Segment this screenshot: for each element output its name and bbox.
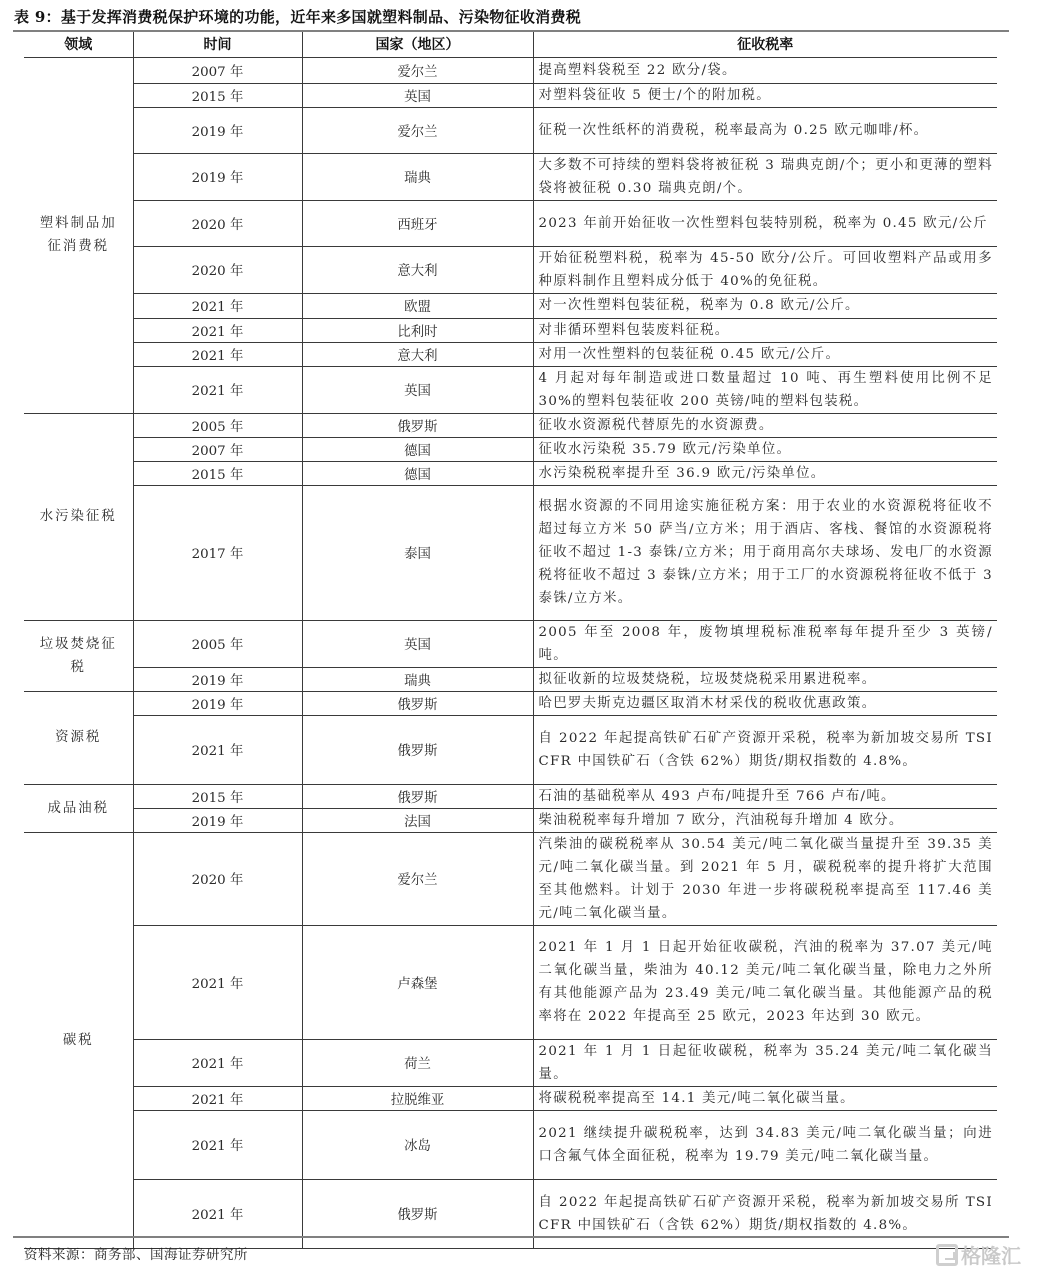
year-cell: 2020 年 bbox=[133, 246, 302, 293]
rate-cell: 大多数不可持续的塑料袋将被征税 3 瑞典克朗/个；更小和更薄的塑料袋将被征税 0.30 瑞典克朗/个。 bbox=[533, 153, 997, 200]
category-cell: 塑料制品加征消费税 bbox=[24, 57, 133, 413]
category-cell: 成品油税 bbox=[24, 784, 133, 832]
rate-cell: 开始征税塑料税，税率为 45-50 欧分/公斤。可回收塑料产品或用多种原料制作且塑料成分低于 40%的免征税。 bbox=[533, 246, 997, 293]
table-row bbox=[24, 808, 997, 832]
rate-cell: 提高塑料袋税至 22 欧分/袋。 bbox=[533, 57, 997, 83]
rate-cell: 对用一次性塑料的包装征税 0.45 欧元/公斤。 bbox=[533, 342, 997, 366]
country-cell: 英国 bbox=[302, 620, 533, 667]
year-cell: 2017 年 bbox=[133, 485, 302, 620]
year-cell: 2021 年 bbox=[133, 318, 302, 342]
country-cell: 法国 bbox=[302, 808, 533, 832]
year-cell: 2021 年 bbox=[133, 293, 302, 318]
header-time: 时间 bbox=[133, 32, 302, 57]
country-cell: 俄罗斯 bbox=[302, 1179, 533, 1248]
country-cell: 德国 bbox=[302, 437, 533, 461]
year-cell: 2021 年 bbox=[133, 1039, 302, 1086]
rate-cell: 柴油税税率每升增加 7 欧分，汽油税每升增加 4 欧分。 bbox=[533, 808, 997, 832]
year-cell: 2021 年 bbox=[133, 342, 302, 366]
rate-cell: 征收水资源税代替原先的水资源费。 bbox=[533, 413, 997, 437]
table-row bbox=[24, 691, 997, 715]
year-cell: 2005 年 bbox=[133, 413, 302, 437]
category-cell: 碳税 bbox=[24, 832, 133, 1248]
tax-table bbox=[24, 32, 997, 1249]
table-body bbox=[24, 57, 997, 1248]
table-row bbox=[24, 461, 997, 485]
country-cell: 荷兰 bbox=[302, 1039, 533, 1086]
table-title: 表 9：基于发挥消费税保护环境的功能，近年来多国就塑料制品、污染物征收消费税 bbox=[14, 8, 582, 26]
table-row bbox=[24, 620, 997, 667]
table-row bbox=[24, 1039, 997, 1086]
watermark-text: 格隆汇 bbox=[961, 1244, 1021, 1268]
country-cell: 俄罗斯 bbox=[302, 691, 533, 715]
country-cell: 欧盟 bbox=[302, 293, 533, 318]
table-row bbox=[24, 57, 997, 83]
header-rate: 征收税率 bbox=[533, 32, 997, 57]
rate-cell: 2021 继续提升碳税税率，达到 34.83 美元/吨二氧化碳当量；向进口含氟气体全面征税，税率为 19.79 美元/吨二氧化碳当量。 bbox=[533, 1110, 997, 1179]
year-cell: 2007 年 bbox=[133, 57, 302, 83]
table-row bbox=[24, 784, 997, 808]
table-row bbox=[24, 413, 997, 437]
country-cell: 英国 bbox=[302, 366, 533, 413]
country-cell: 西班牙 bbox=[302, 200, 533, 246]
rate-cell: 哈巴罗夫斯克边疆区取消木材采伐的税收优惠政策。 bbox=[533, 691, 997, 715]
table-row bbox=[24, 366, 997, 413]
table-row bbox=[24, 1110, 997, 1179]
year-cell: 2021 年 bbox=[133, 1110, 302, 1179]
table-row bbox=[24, 925, 997, 1039]
rate-cell: 征税一次性纸杯的消费税，税率最高为 0.25 欧元咖啡/杯。 bbox=[533, 107, 997, 153]
table-row bbox=[24, 437, 997, 461]
header-row bbox=[24, 32, 997, 57]
year-cell: 2005 年 bbox=[133, 620, 302, 667]
rate-cell: 2021 年 1 月 1 日起开始征收碳税，汽油的税率为 37.07 美元/吨二氧化碳当量，柴油为 40.12 美元/吨二氧化碳当量，除电力之外所有其他能源产品为 23.49 美元/吨二氧化碳当量。其他能源产品的税率将在 2022 年提高至 25 欧元，2023 年达到 30 欧元。 bbox=[533, 925, 997, 1039]
year-cell: 2020 年 bbox=[133, 832, 302, 925]
country-cell: 冰岛 bbox=[302, 1110, 533, 1179]
year-cell: 2021 年 bbox=[133, 925, 302, 1039]
table-row bbox=[24, 200, 997, 246]
category-cell: 垃圾焚烧征税 bbox=[24, 620, 133, 691]
rate-cell: 将碳税税率提高至 14.1 美元/吨二氧化碳当量。 bbox=[533, 1086, 997, 1110]
table-row bbox=[24, 342, 997, 366]
country-cell: 爱尔兰 bbox=[302, 107, 533, 153]
header-domain: 领域 bbox=[24, 32, 133, 57]
table-row bbox=[24, 153, 997, 200]
country-cell: 英国 bbox=[302, 83, 533, 107]
source-note: 资料来源：商务部、国海证券研究所 bbox=[24, 1247, 248, 1263]
rate-cell: 汽柴油的碳税税率从 30.54 美元/吨二氧化碳当量提升至 39.35 美元/吨二氧化碳当量。到 2021 年 5 月，碳税税率的提升将扩大范围至其他燃料。计划于 2030 年进一步将碳税税率提高至 117.46 美元/吨二氧化碳当量。 bbox=[533, 832, 997, 925]
watermark bbox=[936, 1240, 1021, 1269]
year-cell: 2019 年 bbox=[133, 153, 302, 200]
watermark-logo-icon bbox=[936, 1244, 958, 1266]
year-cell: 2021 年 bbox=[133, 1086, 302, 1110]
bottom-rule bbox=[13, 1236, 1009, 1238]
year-cell: 2021 年 bbox=[133, 366, 302, 413]
year-cell: 2015 年 bbox=[133, 461, 302, 485]
year-cell: 2019 年 bbox=[133, 107, 302, 153]
country-cell: 拉脱维亚 bbox=[302, 1086, 533, 1110]
table-row bbox=[24, 715, 997, 784]
rate-cell: 自 2022 年起提高铁矿石矿产资源开采税，税率为新加坡交易所 TSI CFR 中国铁矿石（含铁 62%）期货/期权指数的 4.8%。 bbox=[533, 715, 997, 784]
country-cell: 爱尔兰 bbox=[302, 832, 533, 925]
table-row bbox=[24, 485, 997, 620]
country-cell: 俄罗斯 bbox=[302, 715, 533, 784]
year-cell: 2007 年 bbox=[133, 437, 302, 461]
category-cell: 水污染征税 bbox=[24, 413, 133, 620]
table-row bbox=[24, 832, 997, 925]
country-cell: 意大利 bbox=[302, 342, 533, 366]
year-cell: 2019 年 bbox=[133, 667, 302, 691]
country-cell: 俄罗斯 bbox=[302, 784, 533, 808]
table-row bbox=[24, 667, 997, 691]
category-cell: 资源税 bbox=[24, 691, 133, 784]
rate-cell: 自 2022 年起提高铁矿石矿产资源开采税，税率为新加坡交易所 TSI CFR 中国铁矿石（含铁 62%）期货/期权指数的 4.8%。 bbox=[533, 1179, 997, 1248]
rate-cell: 2021 年 1 月 1 日起征收碳税，税率为 35.24 美元/吨二氧化碳当量。 bbox=[533, 1039, 997, 1086]
country-cell: 卢森堡 bbox=[302, 925, 533, 1039]
rate-cell: 对非循环塑料包装废料征税。 bbox=[533, 318, 997, 342]
rate-cell: 对塑料袋征收 5 便士/个的附加税。 bbox=[533, 83, 997, 107]
rate-cell: 水污染税税率提升至 36.9 欧元/污染单位。 bbox=[533, 461, 997, 485]
year-cell: 2015 年 bbox=[133, 784, 302, 808]
rate-cell: 拟征收新的垃圾焚烧税，垃圾焚烧税采用累进税率。 bbox=[533, 667, 997, 691]
header-country: 国家（地区） bbox=[302, 32, 533, 57]
country-cell: 意大利 bbox=[302, 246, 533, 293]
country-cell: 瑞典 bbox=[302, 667, 533, 691]
country-cell: 泰国 bbox=[302, 485, 533, 620]
table-row bbox=[24, 1086, 997, 1110]
table-row bbox=[24, 318, 997, 342]
rate-cell: 根据水资源的不同用途实施征税方案：用于农业的水资源税将征收不超过每立方米 50 萨当/立方米；用于酒店、客栈、餐馆的水资源税将征收不超过 1-3 泰铢/立方米；用于商用高尔夫球场、发电厂的水资源税将征收不超过 3 泰铢/立方米；用于工厂的水资源税将征收不低于 3 泰铢/立方米。 bbox=[533, 485, 997, 620]
country-cell: 德国 bbox=[302, 461, 533, 485]
table-row bbox=[24, 107, 997, 153]
year-cell: 2015 年 bbox=[133, 83, 302, 107]
rate-cell: 4 月起对每年制造或进口数量超过 10 吨、再生塑料使用比例不足 30%的塑料包装征收 200 英镑/吨的塑料包装税。 bbox=[533, 366, 997, 413]
rate-cell: 征收水污染税 35.79 欧元/污染单位。 bbox=[533, 437, 997, 461]
country-cell: 爱尔兰 bbox=[302, 57, 533, 83]
table-row bbox=[24, 83, 997, 107]
year-cell: 2019 年 bbox=[133, 808, 302, 832]
country-cell: 比利时 bbox=[302, 318, 533, 342]
year-cell: 2021 年 bbox=[133, 1179, 302, 1248]
table-row bbox=[24, 246, 997, 293]
year-cell: 2020 年 bbox=[133, 200, 302, 246]
rate-cell: 2023 年前开始征收一次性塑料包装特别税，税率为 0.45 欧元/公斤 bbox=[533, 200, 997, 246]
year-cell: 2019 年 bbox=[133, 691, 302, 715]
year-cell: 2021 年 bbox=[133, 715, 302, 784]
table-row bbox=[24, 293, 997, 318]
rate-cell: 对一次性塑料包装征税，税率为 0.8 欧元/公斤。 bbox=[533, 293, 997, 318]
rate-cell: 石油的基础税率从 493 卢布/吨提升至 766 卢布/吨。 bbox=[533, 784, 997, 808]
country-cell: 俄罗斯 bbox=[302, 413, 533, 437]
country-cell: 瑞典 bbox=[302, 153, 533, 200]
rate-cell: 2005 年至 2008 年，废物填埋税标准税率每年提升至少 3 英镑/吨。 bbox=[533, 620, 997, 667]
